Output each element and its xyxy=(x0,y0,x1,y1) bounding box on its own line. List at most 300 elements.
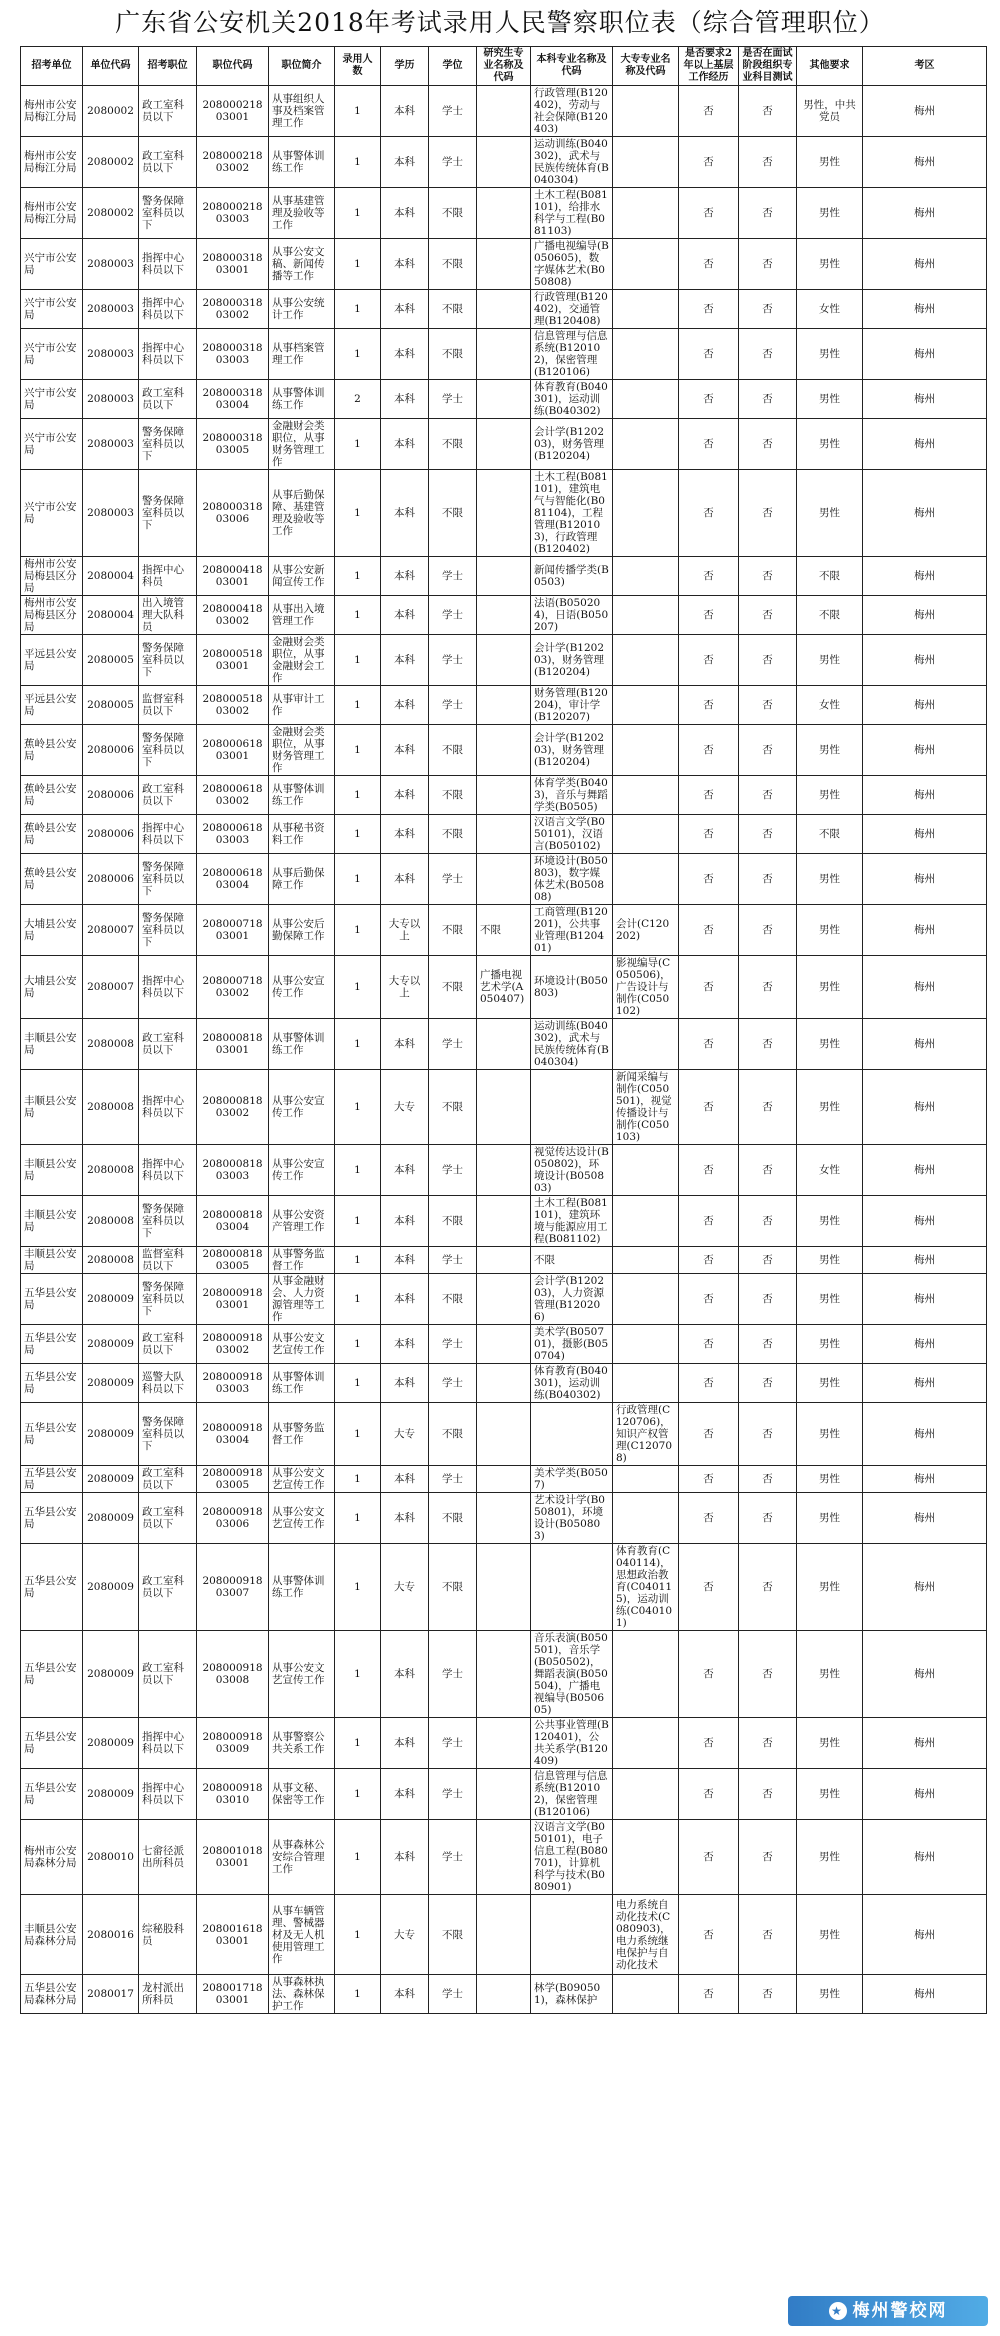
table-cell: 男性，中共党员 xyxy=(797,86,863,137)
table-cell: 梅州 xyxy=(863,290,987,329)
table-cell: 男性 xyxy=(797,470,863,557)
table-cell xyxy=(477,1466,531,1493)
table-cell: 兴宁市公安局 xyxy=(21,239,83,290)
table-cell: 20800161803001 xyxy=(197,1895,269,1975)
table-row xyxy=(21,1196,987,1247)
table-cell: 否 xyxy=(739,956,797,1019)
table-cell xyxy=(531,1403,613,1466)
table-cell: 不限 xyxy=(429,1070,477,1145)
table-cell: 1 xyxy=(335,1820,381,1895)
table-cell: 本科 xyxy=(381,1718,429,1769)
table-cell: 不限 xyxy=(429,1274,477,1325)
table-cell: 男性 xyxy=(797,905,863,956)
table-cell xyxy=(613,1975,679,2014)
table-cell: 五华县公安局 xyxy=(21,1631,83,1718)
table-cell: 2080009 xyxy=(83,1493,139,1544)
table-cell xyxy=(613,188,679,239)
table-cell: 否 xyxy=(679,290,739,329)
table-cell: 梅州 xyxy=(863,776,987,815)
table-cell: 从事警务监督工作 xyxy=(269,1247,335,1274)
table-cell: 20800051803001 xyxy=(197,635,269,686)
table-cell: 1 xyxy=(335,1019,381,1070)
column-header: 单位代码 xyxy=(83,47,139,86)
table-cell: 20800071803001 xyxy=(197,905,269,956)
table-cell: 1 xyxy=(335,725,381,776)
table-cell: 否 xyxy=(739,1274,797,1325)
table-cell: 20800171803001 xyxy=(197,1975,269,2014)
table-cell: 梅州 xyxy=(863,137,987,188)
table-cell: 2080009 xyxy=(83,1403,139,1466)
table-cell: 20800031803002 xyxy=(197,290,269,329)
column-header: 是否要求2年以上基层工作经历 xyxy=(679,47,739,86)
page-title: 广东省公安机关2018年考试录用人民警察职位表（综合管理职位） xyxy=(115,8,885,37)
table-cell: 1 xyxy=(335,1145,381,1196)
table-cell: 从事警体训练工作 xyxy=(269,380,335,419)
table-cell: 1 xyxy=(335,1493,381,1544)
table-cell: 本科 xyxy=(381,137,429,188)
table-cell: 指挥中心科员以下 xyxy=(139,1769,197,1820)
table-cell: 2080009 xyxy=(83,1274,139,1325)
column-header: 是否在面试阶段组织专业科目测试 xyxy=(739,47,797,86)
table-cell: 环境设计(B050803)，数字媒体艺术(B050808) xyxy=(531,854,613,905)
table-cell: 从事公安统计工作 xyxy=(269,290,335,329)
table-cell: 2 xyxy=(335,380,381,419)
table-cell: 否 xyxy=(739,1718,797,1769)
table-cell: 梅州 xyxy=(863,380,987,419)
table-cell: 梅州市公安局梅江分局 xyxy=(21,137,83,188)
table-cell: 1 xyxy=(335,290,381,329)
table-cell: 不限 xyxy=(429,1895,477,1975)
table-cell xyxy=(613,596,679,635)
table-cell: 五华县公安局 xyxy=(21,1718,83,1769)
table-cell: 不限 xyxy=(429,290,477,329)
table-cell: 否 xyxy=(679,635,739,686)
table-row xyxy=(21,1325,987,1364)
table-cell: 会计学(B120203)，财务管理(B120204) xyxy=(531,419,613,470)
table-cell: 否 xyxy=(679,1070,739,1145)
table-cell: 2080009 xyxy=(83,1769,139,1820)
table-cell: 2080008 xyxy=(83,1247,139,1274)
table-cell: 2080009 xyxy=(83,1718,139,1769)
table-cell: 梅州 xyxy=(863,1544,987,1631)
table-cell xyxy=(531,1544,613,1631)
table-cell: 1 xyxy=(335,854,381,905)
table-cell: 艺术设计学(B050801)，环境设计(B050803) xyxy=(531,1493,613,1544)
table-cell: 否 xyxy=(739,1895,797,1975)
table-cell: 指挥中心科员以下 xyxy=(139,1070,197,1145)
table-cell: 男性 xyxy=(797,329,863,380)
table-cell: 否 xyxy=(679,1493,739,1544)
table-cell: 20800091803008 xyxy=(197,1631,269,1718)
table-cell: 学士 xyxy=(429,1631,477,1718)
table-cell: 丰顺县公安局 xyxy=(21,1196,83,1247)
table-cell: 1 xyxy=(335,239,381,290)
table-cell xyxy=(477,1975,531,2014)
table-cell: 否 xyxy=(739,1975,797,2014)
table-cell xyxy=(477,1196,531,1247)
table-cell xyxy=(477,557,531,596)
table-cell: 不限 xyxy=(429,1196,477,1247)
table-cell: 否 xyxy=(739,1493,797,1544)
table-cell: 否 xyxy=(739,1544,797,1631)
table-cell: 体育学类(B0403)，音乐与舞蹈学类(B0505) xyxy=(531,776,613,815)
table-cell xyxy=(477,1631,531,1718)
table-cell: 1 xyxy=(335,557,381,596)
table-cell xyxy=(531,1895,613,1975)
table-cell xyxy=(477,188,531,239)
table-cell xyxy=(613,1364,679,1403)
table-cell: 2080006 xyxy=(83,725,139,776)
table-row xyxy=(21,1145,987,1196)
table-cell: 本科 xyxy=(381,1820,429,1895)
table-cell: 梅州市公安局梅江分局 xyxy=(21,86,83,137)
table-cell: 本科 xyxy=(381,1145,429,1196)
table-cell: 20800091803006 xyxy=(197,1493,269,1544)
table-cell xyxy=(613,686,679,725)
table-cell: 学士 xyxy=(429,1325,477,1364)
table-cell: 否 xyxy=(679,725,739,776)
table-cell: 1 xyxy=(335,1364,381,1403)
table-cell: 20800091803010 xyxy=(197,1769,269,1820)
table-cell: 女性 xyxy=(797,1145,863,1196)
table-cell: 1 xyxy=(335,1196,381,1247)
table-cell xyxy=(613,1493,679,1544)
table-cell: 否 xyxy=(739,854,797,905)
table-cell: 本科 xyxy=(381,1493,429,1544)
table-cell: 梅州 xyxy=(863,1274,987,1325)
table-row xyxy=(21,1493,987,1544)
table-cell: 丰顺县公安局森林分局 xyxy=(21,1895,83,1975)
table-cell xyxy=(477,725,531,776)
table-cell: 本科 xyxy=(381,290,429,329)
table-cell: 2080002 xyxy=(83,188,139,239)
table-row xyxy=(21,686,987,725)
table-cell: 梅州 xyxy=(863,1631,987,1718)
table-cell: 女性 xyxy=(797,290,863,329)
table-cell: 本科 xyxy=(381,1466,429,1493)
table-cell: 20800041803002 xyxy=(197,596,269,635)
table-cell: 男性 xyxy=(797,956,863,1019)
table-cell: 大埔县公安局 xyxy=(21,905,83,956)
table-cell: 否 xyxy=(739,1325,797,1364)
table-cell: 本科 xyxy=(381,725,429,776)
table-cell: 1 xyxy=(335,905,381,956)
table-cell: 学士 xyxy=(429,1364,477,1403)
table-cell: 梅州 xyxy=(863,905,987,956)
table-cell: 本科 xyxy=(381,1769,429,1820)
table-cell xyxy=(613,1247,679,1274)
table-cell xyxy=(477,1325,531,1364)
table-cell: 从事金融财会、人力资源管理等工作 xyxy=(269,1274,335,1325)
table-row xyxy=(21,1364,987,1403)
table-cell: 1 xyxy=(335,596,381,635)
table-cell: 不限 xyxy=(797,557,863,596)
table-cell: 五华县公安局森林分局 xyxy=(21,1975,83,2014)
column-header: 大专专业名称及代码 xyxy=(613,47,679,86)
table-cell: 1 xyxy=(335,635,381,686)
table-cell: 丰顺县公安局 xyxy=(21,1247,83,1274)
table-cell: 从事警体训练工作 xyxy=(269,137,335,188)
table-cell: 政工室科员以下 xyxy=(139,1493,197,1544)
table-cell: 1 xyxy=(335,1631,381,1718)
table-cell xyxy=(613,1718,679,1769)
table-row xyxy=(21,1070,987,1145)
table-cell: 20800091803002 xyxy=(197,1325,269,1364)
table-cell: 美术学类(B0507) xyxy=(531,1466,613,1493)
table-cell xyxy=(477,380,531,419)
table-cell xyxy=(613,1466,679,1493)
table-cell: 20800081803005 xyxy=(197,1247,269,1274)
table-cell: 从事警体训练工作 xyxy=(269,1019,335,1070)
table-cell: 行政管理(B120402)，劳动与社会保障(B120403) xyxy=(531,86,613,137)
table-cell: 2080002 xyxy=(83,86,139,137)
table-cell: 20800071803002 xyxy=(197,956,269,1019)
table-cell: 不限 xyxy=(429,815,477,854)
table-row xyxy=(21,1466,987,1493)
table-cell: 男性 xyxy=(797,1274,863,1325)
table-cell: 学士 xyxy=(429,380,477,419)
table-cell: 否 xyxy=(679,380,739,419)
table-cell: 体育教育(B040301)，运动训练(B040302) xyxy=(531,380,613,419)
column-header: 学历 xyxy=(381,47,429,86)
table-cell: 20800061803004 xyxy=(197,854,269,905)
table-cell: 男性 xyxy=(797,1975,863,2014)
table-cell: 环境设计(B050803) xyxy=(531,956,613,1019)
table-cell: 政工室科员以下 xyxy=(139,1325,197,1364)
table-cell: 1 xyxy=(335,1403,381,1466)
table-cell: 20800031803004 xyxy=(197,380,269,419)
table-cell: 本科 xyxy=(381,686,429,725)
table-cell: 蕉岭县公安局 xyxy=(21,854,83,905)
table-cell: 梅州 xyxy=(863,1247,987,1274)
table-cell: 男性 xyxy=(797,854,863,905)
table-cell: 不限 xyxy=(477,905,531,956)
table-cell: 不限 xyxy=(429,1493,477,1544)
table-cell: 七畲径派出所科员 xyxy=(139,1820,197,1895)
table-cell xyxy=(477,86,531,137)
table-cell: 林学(B090501)，森林保护 xyxy=(531,1975,613,2014)
table-cell: 信息管理与信息系统(B120102)，保密管理(B120106) xyxy=(531,329,613,380)
table-cell: 蕉岭县公安局 xyxy=(21,725,83,776)
table-cell: 学士 xyxy=(429,86,477,137)
table-cell: 五华县公安局 xyxy=(21,1466,83,1493)
table-row xyxy=(21,725,987,776)
table-cell: 否 xyxy=(679,1403,739,1466)
table-cell: 政工室科员以下 xyxy=(139,137,197,188)
table-cell: 男性 xyxy=(797,1718,863,1769)
table-cell: 不限 xyxy=(797,596,863,635)
table-cell: 监督室科员以下 xyxy=(139,1247,197,1274)
table-cell xyxy=(613,635,679,686)
table-cell xyxy=(613,1196,679,1247)
table-cell: 丰顺县公安局 xyxy=(21,1070,83,1145)
table-cell: 男性 xyxy=(797,1820,863,1895)
table-cell: 2080009 xyxy=(83,1544,139,1631)
table-cell: 五华县公安局 xyxy=(21,1544,83,1631)
table-cell: 否 xyxy=(739,596,797,635)
table-cell xyxy=(477,1895,531,1975)
table-cell: 学士 xyxy=(429,1820,477,1895)
table-row xyxy=(21,815,987,854)
table-cell: 本科 xyxy=(381,1975,429,2014)
table-cell: 不限 xyxy=(531,1247,613,1274)
table-cell: 男性 xyxy=(797,725,863,776)
table-cell xyxy=(477,635,531,686)
table-cell: 1 xyxy=(335,1544,381,1631)
table-cell: 1 xyxy=(335,1070,381,1145)
table-cell: 兴宁市公安局 xyxy=(21,470,83,557)
table-cell: 学士 xyxy=(429,854,477,905)
table-cell: 男性 xyxy=(797,419,863,470)
column-header: 职位代码 xyxy=(197,47,269,86)
table-cell: 20800081803004 xyxy=(197,1196,269,1247)
table-cell: 2080003 xyxy=(83,329,139,380)
table-cell: 警务保障室科员以下 xyxy=(139,905,197,956)
column-header: 其他要求 xyxy=(797,47,863,86)
table-cell: 不限 xyxy=(429,1403,477,1466)
table-cell: 从事公安资产管理工作 xyxy=(269,1196,335,1247)
table-cell xyxy=(613,1631,679,1718)
table-cell: 学士 xyxy=(429,1718,477,1769)
table-cell: 从事公安文艺宣传工作 xyxy=(269,1631,335,1718)
table-cell: 本科 xyxy=(381,1274,429,1325)
table-cell: 行政管理(C120706)，知识产权管理(C120708) xyxy=(613,1403,679,1466)
table-cell: 不限 xyxy=(429,329,477,380)
table-cell: 金融财会类职位，从事金融财会工作 xyxy=(269,635,335,686)
table-cell: 兴宁市公安局 xyxy=(21,329,83,380)
table-cell: 否 xyxy=(679,956,739,1019)
table-cell: 影视编导(C050506)，广告设计与制作(C050102) xyxy=(613,956,679,1019)
table-cell xyxy=(477,776,531,815)
table-cell: 会计学(B120203)，财务管理(B120204) xyxy=(531,635,613,686)
table-cell: 男性 xyxy=(797,380,863,419)
table-cell: 综秘股科员 xyxy=(139,1895,197,1975)
table-cell: 大专 xyxy=(381,1544,429,1631)
table-cell: 2080003 xyxy=(83,419,139,470)
table-cell xyxy=(477,137,531,188)
table-cell xyxy=(613,725,679,776)
table-cell: 1 xyxy=(335,1274,381,1325)
table-header-row xyxy=(21,47,987,86)
table-row xyxy=(21,1403,987,1466)
table-cell: 否 xyxy=(679,137,739,188)
column-header: 本科专业名称及代码 xyxy=(531,47,613,86)
table-cell: 政工室科员以下 xyxy=(139,1631,197,1718)
table-cell xyxy=(613,380,679,419)
table-cell: 不限 xyxy=(429,956,477,1019)
table-row xyxy=(21,380,987,419)
table-cell: 指挥中心科员以下 xyxy=(139,1718,197,1769)
table-cell: 否 xyxy=(679,776,739,815)
table-cell: 20800091803009 xyxy=(197,1718,269,1769)
table-cell: 本科 xyxy=(381,380,429,419)
table-cell: 指挥中心科员以下 xyxy=(139,815,197,854)
column-header: 招考单位 xyxy=(21,47,83,86)
table-cell: 政工室科员以下 xyxy=(139,1019,197,1070)
table-cell: 学士 xyxy=(429,1769,477,1820)
table-cell: 否 xyxy=(739,686,797,725)
table-body xyxy=(21,86,987,2014)
watermark-logo xyxy=(788,2296,988,2326)
table-cell xyxy=(477,1544,531,1631)
table-cell: 学士 xyxy=(429,1145,477,1196)
table-cell: 否 xyxy=(679,86,739,137)
table-cell xyxy=(477,419,531,470)
table-cell: 梅州 xyxy=(863,1718,987,1769)
table-cell: 不限 xyxy=(429,188,477,239)
table-cell: 本科 xyxy=(381,86,429,137)
table-cell: 否 xyxy=(679,1718,739,1769)
table-cell: 从事警务监督工作 xyxy=(269,1403,335,1466)
table-cell: 运动训练(B040302)，武术与民族传统体育(B040304) xyxy=(531,1019,613,1070)
table-cell: 梅州市公安局梅县区分局 xyxy=(21,557,83,596)
table-cell: 男性 xyxy=(797,1544,863,1631)
table-cell: 2080005 xyxy=(83,635,139,686)
table-cell: 1 xyxy=(335,86,381,137)
table-cell: 梅州 xyxy=(863,1196,987,1247)
table-cell: 否 xyxy=(679,1247,739,1274)
table-row xyxy=(21,1247,987,1274)
table-cell: 兴宁市公安局 xyxy=(21,419,83,470)
table-cell: 本科 xyxy=(381,1364,429,1403)
table-cell: 否 xyxy=(739,1247,797,1274)
table-cell: 指挥中心科员以下 xyxy=(139,239,197,290)
table-cell: 否 xyxy=(679,815,739,854)
table-cell: 金融财会类职位，从事财务管理工作 xyxy=(269,419,335,470)
table-cell xyxy=(477,1145,531,1196)
table-cell: 从事出入境管理工作 xyxy=(269,596,335,635)
table-cell: 行政管理(B120402)，交通管理(B120408) xyxy=(531,290,613,329)
table-cell: 美术学(B050701)，摄影(B050704) xyxy=(531,1325,613,1364)
table-cell: 否 xyxy=(679,329,739,380)
table-cell: 1 xyxy=(335,188,381,239)
table-cell: 否 xyxy=(739,905,797,956)
table-cell: 电力系统自动化技术(C080903)，电力系统继电保护与自动化技术 xyxy=(613,1895,679,1975)
table-cell: 体育教育(C040114)，思想政治教育(C040115)，运动训练(C040101) xyxy=(613,1544,679,1631)
table-cell: 学士 xyxy=(429,1975,477,2014)
table-cell: 否 xyxy=(679,188,739,239)
table-cell: 大专以上 xyxy=(381,956,429,1019)
table-cell: 1 xyxy=(335,1895,381,1975)
table-cell: 梅州 xyxy=(863,1466,987,1493)
position-table xyxy=(20,46,987,2014)
table-cell: 否 xyxy=(679,1769,739,1820)
table-cell xyxy=(613,854,679,905)
table-cell: 学士 xyxy=(429,635,477,686)
table-cell: 巡警大队科员以下 xyxy=(139,1364,197,1403)
table-cell: 否 xyxy=(679,905,739,956)
table-cell: 1 xyxy=(335,956,381,1019)
table-cell: 从事公安文艺宣传工作 xyxy=(269,1466,335,1493)
table-cell: 学士 xyxy=(429,596,477,635)
table-cell: 梅州 xyxy=(863,725,987,776)
table-cell: 大专以上 xyxy=(381,905,429,956)
table-cell: 指挥中心科员 xyxy=(139,557,197,596)
table-cell: 兴宁市公安局 xyxy=(21,290,83,329)
table-row xyxy=(21,1769,987,1820)
table-cell xyxy=(613,776,679,815)
table-cell: 20800091803001 xyxy=(197,1274,269,1325)
table-cell: 否 xyxy=(679,1019,739,1070)
table-cell xyxy=(613,557,679,596)
table-cell: 20800041803001 xyxy=(197,557,269,596)
table-cell: 2080006 xyxy=(83,776,139,815)
table-row xyxy=(21,1631,987,1718)
table-cell: 金融财会类职位，从事财务管理工作 xyxy=(269,725,335,776)
table-cell: 梅州 xyxy=(863,854,987,905)
table-cell: 平远县公安局 xyxy=(21,635,83,686)
table-cell: 1 xyxy=(335,1466,381,1493)
